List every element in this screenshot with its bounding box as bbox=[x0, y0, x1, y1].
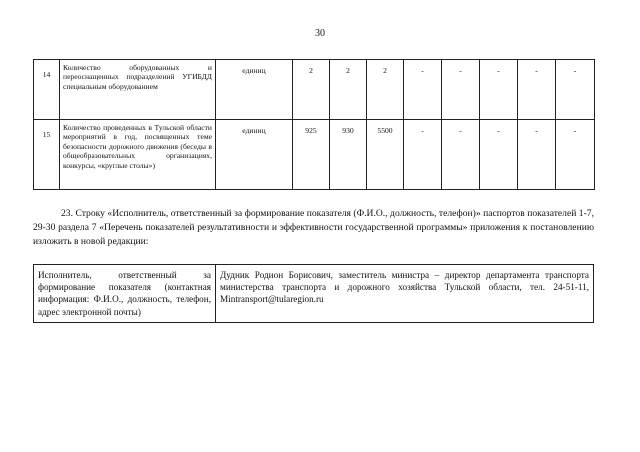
row-number: 14 bbox=[34, 60, 60, 120]
indicator-name: Количество оборудованных и переоснащенных подразделений УГИБДД специальным оборудованием bbox=[60, 60, 216, 120]
value-cell: - bbox=[404, 120, 442, 190]
value-cell: 925 bbox=[293, 120, 330, 190]
value-cell: 2 bbox=[330, 60, 367, 120]
value-cell: 930 bbox=[330, 120, 367, 190]
value-cell: - bbox=[480, 120, 518, 190]
amendment-paragraph: 23. Строку «Исполнитель, ответственный за формирование показателя (Ф.И.О., должность, телефон)» паспортов показателей 1-7, 29-30 раздела 7 «Перечень показателей результативности и эффективности государственной программы» приложения к постановлению изложить в новой редакции: bbox=[33, 208, 594, 247]
value-cell: - bbox=[556, 60, 595, 120]
executor-value: Дудник Родион Борисович, заместитель министра – директор департамента транспорта министерства транспорта и дорожного хозяйства Тульской области, тел. 24-51-11, Mintransport@tularegion.ru bbox=[216, 265, 594, 323]
executor-label: Исполнитель, ответственный за формирование показателя (контактная информация: Ф.И.О., должность, телефон, адрес электронной почты) bbox=[34, 265, 216, 323]
value-cell: - bbox=[518, 120, 556, 190]
table-row bbox=[34, 120, 595, 190]
value-cell: - bbox=[442, 120, 480, 190]
table-row bbox=[34, 60, 595, 120]
value-cell: - bbox=[518, 60, 556, 120]
value-cell: - bbox=[442, 60, 480, 120]
unit-cell: единиц bbox=[216, 120, 293, 190]
row-number: 15 bbox=[34, 120, 60, 190]
table-row bbox=[34, 265, 594, 323]
indicators-table bbox=[33, 59, 595, 190]
page-number: 30 bbox=[315, 28, 325, 39]
value-cell: - bbox=[404, 60, 442, 120]
value-cell: 2 bbox=[293, 60, 330, 120]
value-cell: 5500 bbox=[367, 120, 404, 190]
value-cell: - bbox=[556, 120, 595, 190]
value-cell: 2 bbox=[367, 60, 404, 120]
executor-table bbox=[33, 264, 594, 323]
indicator-name: Количество проведенных в Тульской области мероприятий в год, посвященных теме безопасности дорожного движения (беседы в общеобразовательных организациях, конкурсы, «круглые столы») bbox=[60, 120, 216, 190]
unit-cell: единиц bbox=[216, 60, 293, 120]
value-cell: - bbox=[480, 60, 518, 120]
